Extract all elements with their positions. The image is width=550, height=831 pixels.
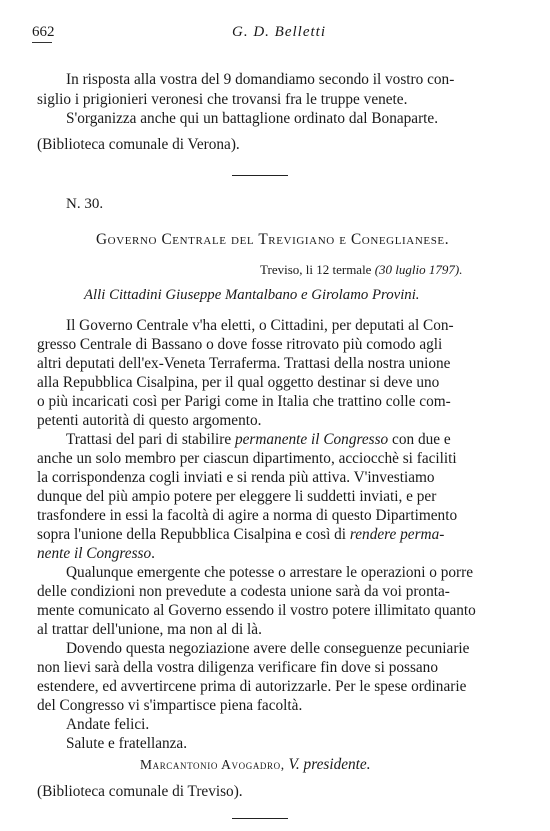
body-line: anche un solo membro per ciascun dipartimento, acciocchè si faciliti [37,450,457,467]
letter-sender: Governo Centrale del Trevigiano e Coneglianese. [96,231,450,248]
letter-place-date [260,260,462,279]
body-line: altri deputati dell'ex-Veneta Terraferma. Trattasi della nostra unione [37,355,451,372]
body-line: petenti autorità di questo argomento. [37,412,262,429]
closing-line: Salute e fratellanza. [66,735,188,752]
prev-letter-line: S'organizza anche qui un battaglione ordinato dal Bonaparte. [66,110,439,127]
letter-number: N. 30. [66,196,104,212]
signature-role: V. presidente. [288,756,371,773]
letter-recipients: Alli Cittadini Giuseppe Mantalbano e Girolamo Provini. [84,287,420,303]
body-line: estendere, ed avvertircene prima di autorizzarle. Per le spese ordinarie [37,678,467,695]
letter-source: (Biblioteca comunale di Treviso). [37,783,243,800]
place-date-text: Treviso, li 12 termale [260,262,372,277]
body-line: la corrispondenza cogli inviati e si renda più attiva. V'investiamo [37,469,435,486]
body-line: mente comunicato al Governo essendo il vostro potere illimitato quanto [37,602,476,619]
signature [140,755,371,774]
prev-letter-line: siglio i prigionieri veronesi che trovansi fra le truppe venete. [37,91,408,108]
body-line: trasfondere in essi la facoltà di agire a norma di questo Dipartimento [37,507,458,524]
body-line: Il Governo Centrale v'ha eletti, o Cittadini, per deputati al Con- [66,317,454,334]
body-line: gresso Centrale di Bassano o dove fosse ritrovato più comodo agli [37,336,443,353]
signature-name: Marcantonio Avogadro, [140,757,285,772]
body-line: delle condizioni non prevedute a codesta unione sarà da voi pronta- [37,583,450,600]
body-line: Dovendo questa negoziazione avere delle conseguenze pecuniarie [66,640,470,657]
section-separator [232,175,288,176]
body-line: o più incaricati così per Parigi come in Italia che trattino colle com- [37,393,451,410]
prev-letter-source: (Biblioteca comunale di Verona). [37,136,240,153]
body-italic: permanente il Congresso [234,431,389,448]
body-text: sopra l'unione della Repubblica Cisalpina e così di [37,526,350,543]
body-line: del Congresso vi s'impartisce piena facoltà. [37,697,303,714]
body-line [66,430,451,449]
body-italic: nente il Congresso [37,545,152,562]
body-text: Trattasi del pari di stabilire [66,431,235,448]
header-rule [32,42,52,43]
body-line: alla Repubblica Cisalpina, per il qual oggetto destinar si deve uno [37,374,440,391]
body-text: . [151,545,155,562]
body-line: al trattar dell'unione, ma non al di là. [37,621,262,638]
prev-letter-line: In risposta alla vostra del 9 domandiamo secondo il vostro con- [66,71,455,88]
body-line: Qualunque emergente che potesse o arrestare le operazioni o porre [66,564,474,581]
body-line: non lievi sarà della vostra diligenza verificare fin dove si possano [37,659,438,676]
body-line [37,525,444,544]
closing-line: Andate felici. [66,716,150,733]
body-italic: rendere perma- [349,526,445,543]
page-number: 662 [32,24,55,40]
running-head [32,22,332,46]
section-separator [232,818,288,819]
running-head-author: G. D. Belletti [232,24,326,40]
body-line [37,544,155,563]
body-text: con due e [388,431,451,448]
body-line: dunque del più ampio potere per eleggere li suddetti inviati, e per [37,488,437,505]
place-date-italic: (30 luglio 1797). [374,262,463,277]
